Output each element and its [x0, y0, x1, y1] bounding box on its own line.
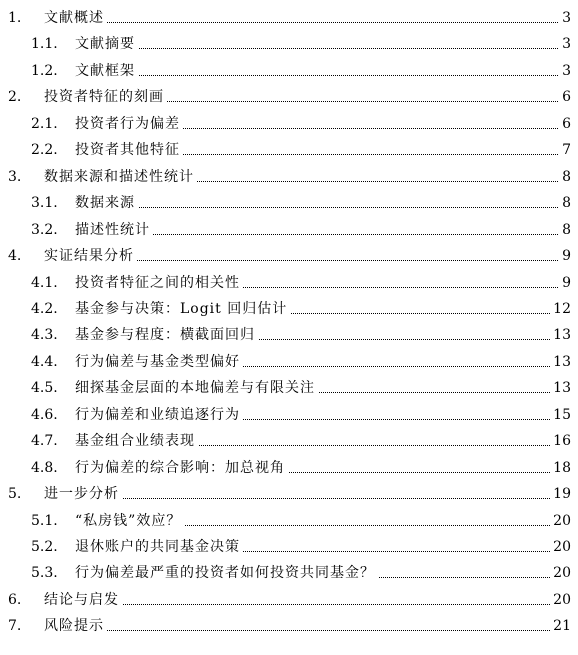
toc-entry-title: 基金组合业绩表现: [75, 430, 198, 452]
toc-entry[interactable]: [0, 166, 578, 188]
toc-entry[interactable]: [0, 272, 578, 294]
toc-entry-title: 行为偏差最严重的投资者如何投资共同基金？: [75, 562, 378, 584]
toc-entry-title: 退休账户的共同基金决策: [75, 536, 243, 558]
toc-entry-page-number: 8: [559, 219, 571, 241]
toc-entry-number: 5.: [8, 486, 22, 503]
toc-entry-page-number: 16: [550, 430, 571, 452]
toc-entry-page-number: 3: [559, 33, 571, 55]
toc-entry-number: 3.1.: [31, 195, 58, 212]
toc-entry-number: 4.8.: [31, 459, 58, 476]
toc-entry-number: 7.: [8, 618, 22, 635]
toc-entry-number: 2.2.: [31, 142, 58, 159]
toc-entry-number: 1.: [8, 10, 22, 26]
toc-entry-title: 投资者特征之间的相关性: [75, 272, 243, 294]
toc-entry-page-number: 13: [550, 324, 571, 346]
toc-entry-title: 文献概述: [44, 7, 107, 29]
toc-entry-title: 实证结果分析: [44, 245, 137, 267]
toc-entry-title: 行为偏差和业绩追逐行为: [75, 404, 243, 426]
toc-entry-title: 文献摘要: [75, 33, 138, 55]
toc-entry-page-number: 13: [550, 351, 571, 373]
toc-entry-number: 4.7.: [31, 433, 58, 450]
toc-entry-number: 4.4.: [31, 353, 58, 370]
toc-entry-title: 细探基金层面的本地偏差与有限关注: [75, 377, 318, 399]
toc-entry-number: 4.3.: [31, 327, 58, 344]
toc-entry-title: 投资者行为偏差: [75, 113, 183, 135]
toc-entry-title: 结论与启发: [44, 589, 122, 611]
toc-dot-leader: [44, 630, 560, 631]
toc-entry-number: 6.: [8, 591, 22, 608]
toc-entry-page-number: 12: [550, 298, 571, 320]
toc-entry-title: 投资者特征的刻画: [44, 86, 167, 108]
toc-entry-page-number: 13: [550, 377, 571, 399]
toc-entry-title: 文献框架: [75, 60, 138, 82]
toc-entry[interactable]: [0, 139, 578, 161]
toc-entry-title: 行为偏差与基金类型偏好: [75, 351, 243, 373]
toc-entry[interactable]: [0, 86, 578, 108]
toc-entry[interactable]: [0, 430, 578, 452]
toc-entry-title: 投资者其他特征: [75, 139, 183, 161]
toc-entry-number: 1.1.: [31, 36, 58, 53]
toc-entry-number: 4.6.: [31, 406, 58, 423]
toc-entry-page-number: 3: [559, 7, 571, 29]
toc-entry-number: 4.: [8, 248, 22, 265]
toc-entry[interactable]: [0, 589, 578, 611]
toc-entry-page-number: 21: [550, 615, 571, 637]
toc-entry-title: 基金参与决策：Logit 回归估计: [75, 298, 290, 320]
toc-entry[interactable]: [0, 457, 578, 479]
toc-entry[interactable]: [0, 113, 578, 135]
toc-entry[interactable]: [0, 404, 578, 426]
toc-dot-leader: [75, 75, 560, 76]
toc-entry-title: 数据来源和描述性统计: [44, 166, 197, 188]
toc-entry-number: 4.1.: [31, 274, 58, 291]
toc-entry-title: 描述性统计: [75, 219, 153, 241]
toc-entry[interactable]: [0, 483, 578, 505]
toc-entry-title: 进一步分析: [44, 483, 122, 505]
toc-dot-leader: [75, 207, 560, 208]
toc-entry[interactable]: [0, 510, 578, 532]
toc-entry-number: 2.1.: [31, 115, 58, 132]
toc-entry[interactable]: [0, 377, 578, 399]
toc-entry-title: 行为偏差的综合影响：加总视角: [75, 457, 288, 479]
toc-entry[interactable]: [0, 33, 578, 55]
toc-entry[interactable]: [0, 7, 578, 29]
toc-entry-page-number: 6: [559, 113, 571, 135]
toc-entry[interactable]: [0, 324, 578, 346]
toc-entry-page-number: 3: [559, 60, 571, 82]
toc-entry[interactable]: [0, 298, 578, 320]
toc-entry-number: 4.2.: [31, 300, 58, 317]
toc-entry-page-number: 20: [550, 510, 571, 532]
toc-entry-page-number: 18: [550, 457, 571, 479]
toc-entry-page-number: 20: [550, 536, 571, 558]
toc-entry-page-number: 8: [559, 192, 571, 214]
toc-entry[interactable]: [0, 562, 578, 584]
toc-entry-page-number: 20: [550, 562, 571, 584]
toc-entry-number: 1.2.: [31, 62, 58, 79]
toc-entry[interactable]: [0, 615, 578, 637]
toc-entry-title: 风险提示: [44, 615, 107, 637]
toc-dot-leader: [75, 48, 560, 49]
toc-entry[interactable]: [0, 245, 578, 267]
toc-entry[interactable]: [0, 219, 578, 241]
toc-entry-page-number: 6: [559, 86, 571, 108]
toc-entry-number: 3.2.: [31, 221, 58, 238]
toc-entry[interactable]: [0, 60, 578, 82]
toc-entry-page-number: 15: [550, 404, 571, 426]
toc-entry-number: 5.3.: [31, 565, 58, 582]
toc-entry[interactable]: [0, 192, 578, 214]
toc-entry-number: 2.: [8, 89, 22, 106]
toc-entry-title: “私房钱”效应？: [75, 510, 184, 532]
toc-dot-leader: [44, 22, 560, 23]
toc-entry-page-number: 9: [559, 245, 571, 267]
toc-entry-page-number: 7: [559, 139, 571, 161]
toc-entry-title: 基金参与程度：横截面回归: [75, 324, 258, 346]
toc-entry[interactable]: [0, 536, 578, 558]
toc-entry-page-number: 20: [550, 589, 571, 611]
toc-entry-page-number: 9: [559, 272, 571, 294]
toc-entry-page-number: 8: [559, 166, 571, 188]
toc-entry-number: 5.2.: [31, 539, 58, 555]
toc-entry-page-number: 19: [550, 483, 571, 505]
toc-entry-title: 数据来源: [75, 192, 138, 214]
toc-entry-number: 3.: [8, 168, 22, 185]
toc-entry-number: 5.1.: [31, 512, 58, 529]
toc-entry[interactable]: [0, 351, 578, 373]
toc-entry-number: 4.5.: [31, 380, 58, 397]
